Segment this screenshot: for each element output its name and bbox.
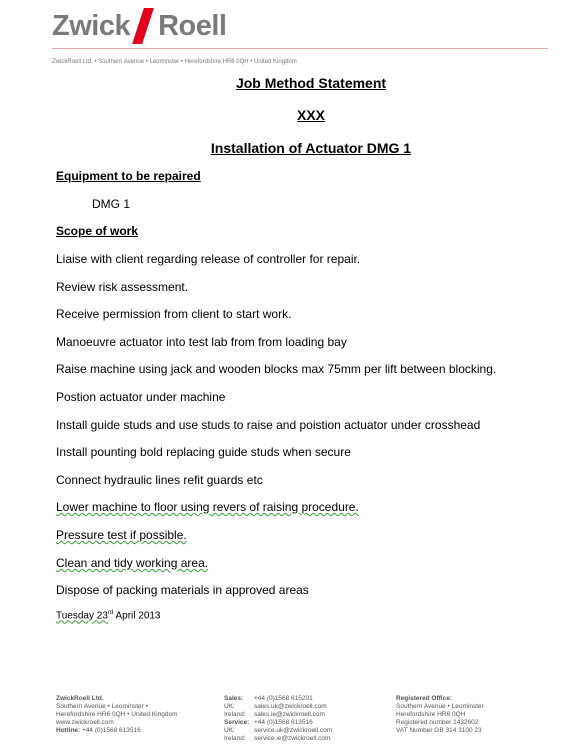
footer-website: www.zwickroell.com <box>56 719 114 726</box>
step-10: Lower machine to floor using revers of raising procedure. <box>56 500 359 514</box>
footer-service-ie-email: service.ie@zwickroell.com <box>254 735 331 742</box>
footer-sales-phone: +44 (0)1568 615201 <box>254 695 313 702</box>
footer-uk-label: UK: <box>224 703 235 710</box>
document-date <box>56 610 161 621</box>
header-divider <box>52 48 548 49</box>
step-6: Postion actuator under machine <box>56 390 226 404</box>
document-title: Job Method Statement <box>235 75 387 91</box>
logo-text-right: Roell <box>158 9 227 42</box>
step-9: Connect hydraulic lines refit guards etc <box>56 473 263 487</box>
footer-company-name: ZwickRoell Ltd. <box>56 695 104 702</box>
footer-sales-uk-email: sales.uk@zwickroell.com <box>254 703 327 710</box>
step-7: Install guide studs and use studs to raise and poistion actuator under crosshead <box>56 418 481 432</box>
date-day: Tuesday 23 <box>56 610 108 622</box>
footer-sales-row <box>224 695 332 703</box>
footer-contacts <box>224 695 332 743</box>
footer-hotline-number: +44 (0)1568 613516 <box>82 727 141 734</box>
step-1: Liaise with client regarding release of controller for repair. <box>56 252 361 266</box>
footer-uk-label: UK: <box>224 727 235 734</box>
date-rest: April 2013 <box>115 610 161 622</box>
footer-address-line: Herefordshire HR6 0QH • United Kingdom <box>56 711 178 718</box>
footer-company <box>56 695 178 735</box>
company-address: ZwickRoell Ltd. • Southern Avenue • Leominster • Herefordshire HR6 0QH • United Kingdom <box>52 59 297 65</box>
document-reference: XXX <box>296 107 325 123</box>
footer-registered-office <box>396 695 484 735</box>
step-12: Clean and tidy working area. <box>56 556 209 570</box>
footer-address-line: Southern Avenue • Leominster • <box>56 703 148 710</box>
equipment-item: DMG 1 <box>92 197 131 211</box>
footer-vat-number: VAT Number GB 314 3100 23 <box>396 727 482 734</box>
company-logo <box>52 6 227 46</box>
footer-sales-ie-email: sales.ie@zwickroell.com <box>254 711 325 718</box>
step-2: Review risk assessment. <box>56 280 189 294</box>
step-3: Receive permission from client to start work. <box>56 307 292 321</box>
footer-ie-label: Ireland: <box>224 711 246 718</box>
footer-sales-uk-row <box>224 703 332 711</box>
footer-ie-label: Ireland: <box>224 735 246 742</box>
date-suffix: rd <box>107 610 114 616</box>
logo-slash-icon <box>132 8 154 44</box>
footer-service-phone: +44 (0)1568 613516 <box>254 719 313 726</box>
footer-service-label: Service: <box>224 719 250 726</box>
footer-service-uk-email: service.uk@zwickroell.com <box>254 727 333 734</box>
step-5: Raise machine using jack and wooden blocks max 75mm per lift between blocking. <box>56 362 497 376</box>
footer-service-ie-row <box>224 735 332 743</box>
footer-service-uk-row <box>224 727 332 735</box>
scope-heading: Scope of work <box>56 224 139 238</box>
step-13: Dispose of packing materials in approved areas <box>56 583 309 597</box>
logo-text-left: Zwick <box>52 9 131 42</box>
footer-reg-label: Registered Office: <box>396 695 452 702</box>
job-title: Installation of Actuator DMG 1 <box>210 140 412 156</box>
footer-reg-line: Herefordshire HR6 0QH <box>396 711 466 718</box>
footer-reg-line: Southern Avenue • Leominster <box>396 703 484 710</box>
step-11: Pressure test if possible. <box>56 528 187 542</box>
footer-service-row <box>224 719 332 727</box>
footer-reg-number: Registered number 1432602 <box>396 719 479 726</box>
footer-hotline <box>56 727 178 735</box>
footer-hotline-label: Hotline: <box>56 727 81 734</box>
footer-sales-ie-row <box>224 711 332 719</box>
equipment-heading: Equipment to be repaired <box>56 169 201 183</box>
step-4: Manoeuvre actuator into test lab from from loading bay <box>56 335 347 349</box>
footer-sales-label: Sales: <box>224 695 244 702</box>
step-8: Install pounting bold replacing guide studs when secure <box>56 445 351 459</box>
